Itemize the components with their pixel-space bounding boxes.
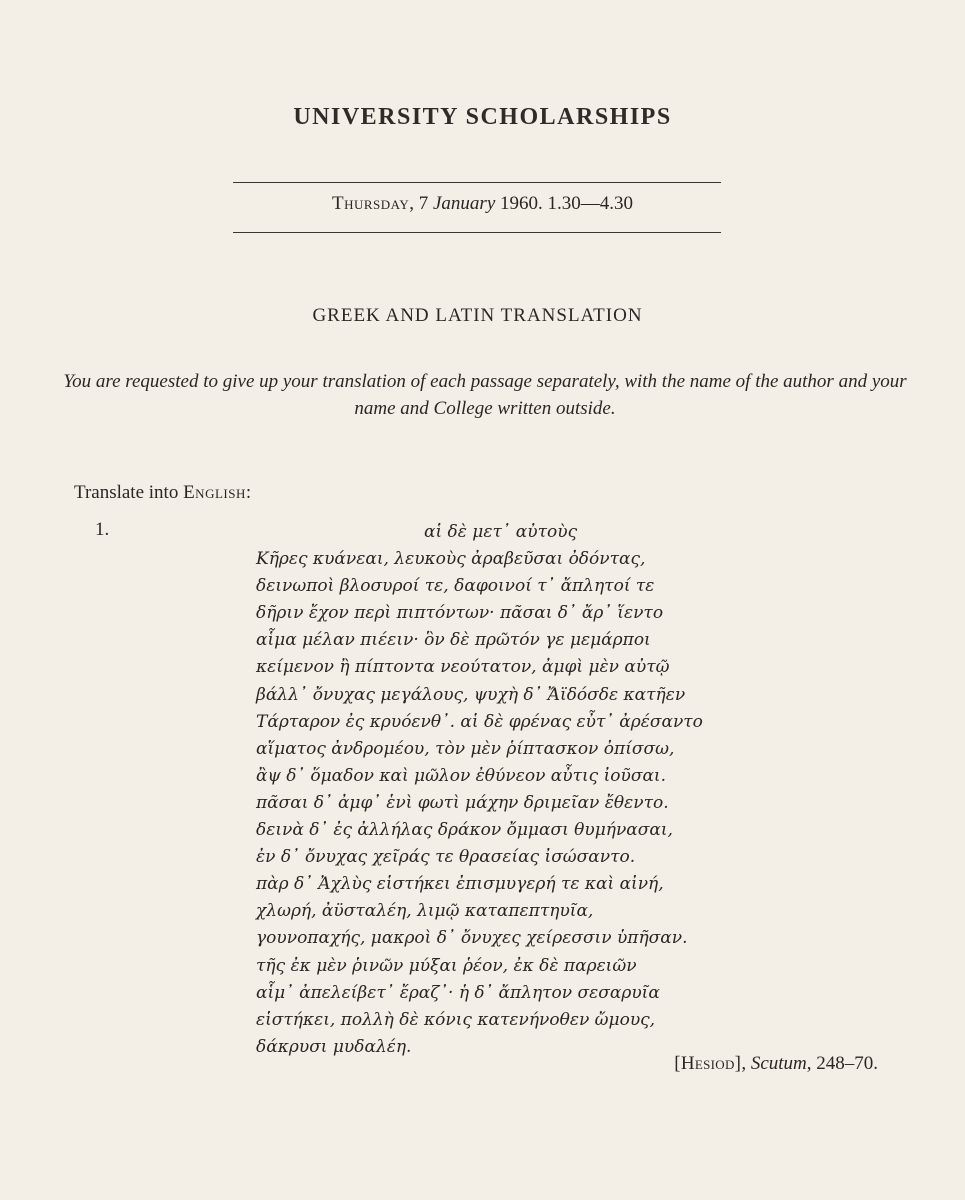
date-month: January [433, 193, 496, 214]
passage-line: ἂψ δ᾽ ὅμαδον καὶ μῶλον ἐθύνεον αὖτις ἰοῦσαι. [256, 765, 667, 786]
translate-instruction [74, 482, 251, 504]
passage-line: Τάρταρον ἐς κρυόενθ᾽. αἱ δὲ φρένας εὖτ᾽ ἀρέσαντο [256, 711, 703, 732]
exam-subject-heading: GREEK AND LATIN TRANSLATION [312, 305, 643, 326]
passage-line: χλωρή, ἀϋσταλέη, λιμῷ καταπεπτηυῖα, [256, 901, 594, 922]
passage-line: εἱστήκει, πολλὴ δὲ κόνις κατενήνοθεν ὤμους, [256, 1009, 656, 1030]
passage-line: δάκρυσι μυδαλέη. [256, 1036, 412, 1057]
bottom-rule [233, 232, 721, 233]
date-day: Thursday [331, 193, 410, 214]
translate-suffix: : [245, 482, 252, 503]
passage-line: πὰρ δ᾽ Ἀχλὺς εἱστήκει ἐπισμυγερή τε καὶ αἰνή, [256, 874, 664, 895]
passage-line: αἷμ᾽ ἀπελείβετ᾽ ἔραζ᾽· ἡ δ᾽ ἄπλητον σεσαρυῖα [256, 982, 660, 1003]
target-language: English [183, 482, 246, 503]
attribution-lines: , 248–70. [806, 1053, 878, 1074]
exam-instructions: You are requested to give up your translation of each passage separately, with the name of the author and your name and College written outside. [63, 371, 907, 419]
date-day-separator: , 7 [409, 193, 433, 214]
attribution-work: Scutum [750, 1053, 807, 1074]
page-title: UNIVERSITY SCHOLARSHIPS [293, 104, 672, 130]
passage-line: κείμενον ἢ πίπτοντα νεούτατον, ἀμφὶ μὲν αὐτῷ [256, 657, 670, 678]
passage-line: Κῆρες κυάνεαι, λευκοὺς ἀραβεῦσαι ὀδόντας, [256, 549, 646, 570]
passage-line: αἱ δὲ μετ᾽ αὐτοὺς [424, 522, 578, 542]
translate-prefix: Translate into [74, 482, 184, 503]
passage-line: ἐν δ᾽ ὄνυχας χεῖράς τε θρασείας ἰσώσαντο. [256, 847, 636, 868]
passage-line: πᾶσαι δ᾽ ἀμφ᾽ ἑνὶ φωτὶ μάχην δριμεῖαν ἔθεντο. [256, 792, 669, 813]
passage-number: 1. [95, 519, 110, 540]
attribution-separator: , [741, 1053, 751, 1074]
top-rule [233, 182, 721, 183]
passage-line: αἷμα μέλαν πιέειν· ὃν δὲ πρῶτόν γε μεμάρποι [256, 630, 651, 651]
passage-line: γουνοπαχής, μακροὶ δ᾽ ὄνυχες χείρεσσιν ὑπῆσαν. [256, 928, 688, 949]
greek-passage [256, 519, 916, 1061]
passage-line: δῆριν ἔχον περὶ πιπτόντων· πᾶσαι δ᾽ ἄρ᾽ ἵεντο [256, 603, 664, 624]
passage-line: δεινὰ δ᾽ ἐς ἀλλήλας δράκον ὄμμασι θυμήνασαι, [256, 820, 673, 841]
passage-line: αἵματος ἀνδρομέου, τὸν μὲν ῥίπτασκον ὀπίσσω, [256, 738, 675, 759]
exam-date-line [0, 193, 965, 215]
passage-line: δεινωποὶ βλοσυροί τε, δαφοινοί τ᾽ ἄπλητοί τε [256, 576, 655, 597]
passage-line: τῆς ἐκ μὲν ῥινῶν μύξαι ῥέον, ἐκ δὲ παρειῶν [256, 955, 637, 976]
attribution-author: [Hesiod] [674, 1053, 742, 1074]
passage-attribution [674, 1053, 878, 1075]
passage-line: βάλλ᾽ ὄνυχας μεγάλους, ψυχὴ δ᾽ Ἄϊδόσδε κατῆεν [256, 684, 686, 705]
date-time: 1960. 1.30—4.30 [495, 193, 634, 214]
